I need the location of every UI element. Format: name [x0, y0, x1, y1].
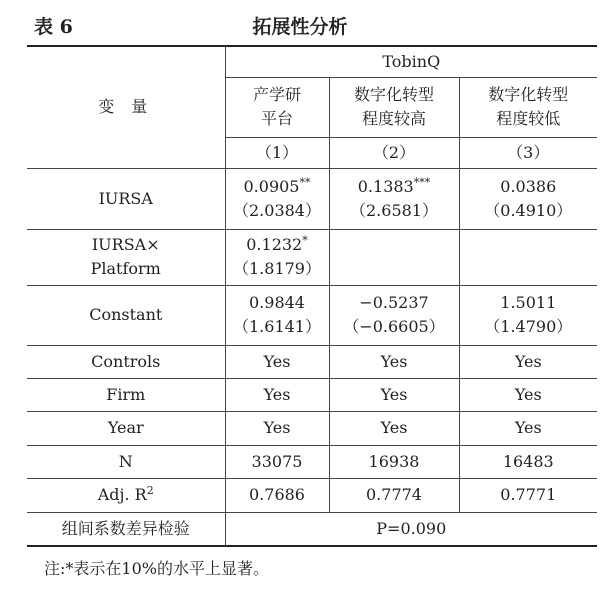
table-cell: Yes	[329, 378, 459, 411]
table-cell: Yes	[225, 411, 329, 445]
table-cell: 0.7686	[225, 478, 329, 512]
table-cell	[329, 285, 459, 345]
table-cell: 16483	[459, 445, 597, 478]
column-header-line: 程度较高	[361, 109, 426, 128]
table-row	[27, 345, 597, 378]
table-cell: 0.7771	[459, 478, 597, 512]
table-row	[27, 478, 597, 512]
table-row	[27, 378, 597, 411]
table-cell: Yes	[329, 411, 459, 445]
t-statistic: （−0.6605）	[343, 317, 445, 336]
significance-stars: *	[302, 234, 308, 247]
row-label: 组间系数差异检验	[27, 512, 225, 546]
row-label: Controls	[27, 345, 225, 378]
row-label: IURSA	[27, 168, 225, 229]
column-header-line: 平台	[260, 109, 293, 128]
table-cell: Yes	[459, 411, 597, 445]
t-statistic: （1.8179）	[233, 259, 321, 278]
significance-stars: ***	[413, 175, 431, 189]
table-row	[27, 512, 597, 546]
table-cell: 16938	[329, 445, 459, 478]
row-label	[27, 229, 225, 285]
column-header-line: 数字化转型	[488, 85, 569, 104]
table-cell	[225, 168, 329, 229]
table-cell	[225, 285, 329, 345]
table-cell	[329, 168, 459, 229]
t-statistic: （0.4910）	[484, 200, 573, 220]
t-statistic: （2.0384）	[233, 200, 321, 220]
table-number: 表 6	[34, 16, 73, 38]
table-cell: Yes	[225, 345, 329, 378]
column-header	[459, 77, 597, 137]
superscript: 2	[146, 484, 154, 497]
table-row	[27, 46, 597, 77]
column-index: （3）	[459, 137, 597, 168]
table-cell	[459, 168, 597, 229]
coefficient: 0.9844	[249, 293, 305, 312]
coefficient: −0.5237	[359, 293, 429, 312]
t-statistic: （1.4790）	[484, 317, 573, 336]
table-row	[27, 229, 597, 285]
row-label-line: IURSA×	[91, 235, 160, 254]
table-cell	[459, 229, 597, 285]
table-cell: 0.7774	[329, 478, 459, 512]
table-title: 拓展性分析	[252, 16, 348, 38]
table-caption	[0, 8, 600, 38]
row-label-text: Adj. R	[97, 485, 147, 504]
row-label	[27, 478, 225, 512]
coefficient: 1.5011	[500, 293, 557, 312]
column-header-line: 产学研	[252, 85, 301, 104]
coefficient: 0.0905	[243, 176, 300, 196]
row-label-line: Platform	[90, 259, 161, 278]
table-cell: Yes	[329, 345, 459, 378]
significance-stars: **	[299, 175, 311, 189]
table-cell	[329, 229, 459, 285]
coefficient: 0.1383	[357, 176, 414, 196]
column-header-line: 程度较低	[496, 109, 561, 128]
t-statistic: （2.6581）	[350, 200, 438, 220]
table-row	[27, 168, 597, 229]
table-row	[27, 411, 597, 445]
row-label: Constant	[27, 285, 225, 345]
table-cell: Yes	[225, 378, 329, 411]
table-row	[27, 285, 597, 345]
table-cell	[459, 285, 597, 345]
row-label: N	[27, 445, 225, 478]
column-header-line: 数字化转型	[353, 85, 434, 104]
table-cell	[225, 229, 329, 285]
table-cell: Yes	[459, 378, 597, 411]
table-cell: Yes	[459, 345, 597, 378]
table-cell: 33075	[225, 445, 329, 478]
column-header	[225, 77, 329, 137]
row-label: Year	[27, 411, 225, 445]
t-statistic: （1.6141）	[233, 317, 321, 336]
row-label: Firm	[27, 378, 225, 411]
table-row	[27, 445, 597, 478]
coefficient: 0.0386	[500, 176, 557, 196]
group-test-value: P=0.090	[225, 512, 597, 546]
table-note: 注:*表示在10%的水平上显著。	[44, 559, 269, 578]
column-header	[329, 77, 459, 137]
group-header: TobinQ	[225, 46, 597, 77]
column-index: （1）	[225, 137, 329, 168]
variable-header: 变 量	[27, 46, 225, 168]
regression-table	[27, 45, 597, 547]
coefficient: 0.1232	[246, 235, 303, 254]
column-index: （2）	[329, 137, 459, 168]
